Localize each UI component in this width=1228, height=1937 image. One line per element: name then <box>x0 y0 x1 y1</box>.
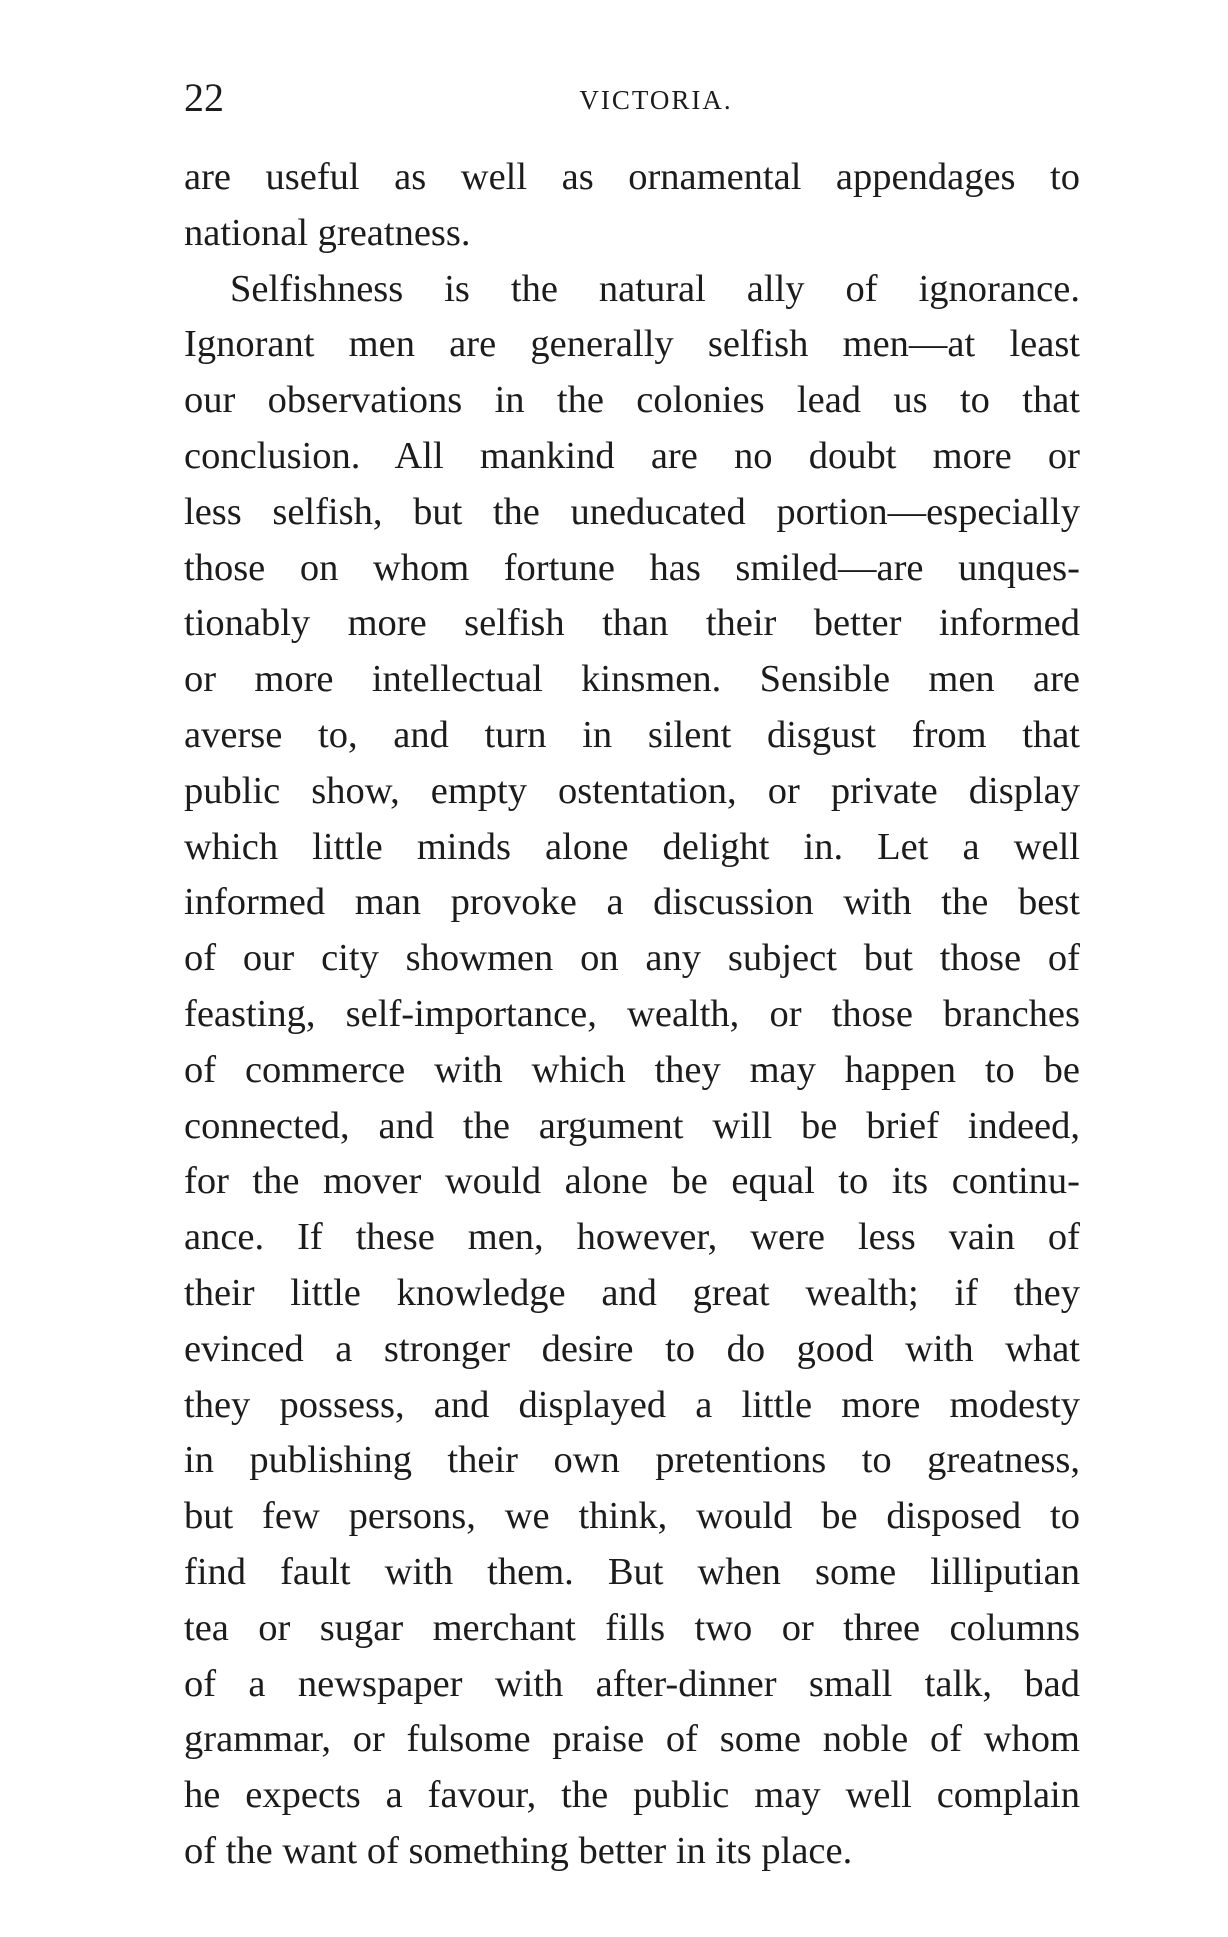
text-line: those on whom fortune has smiled—are unques- <box>184 546 1080 589</box>
running-head <box>184 74 1088 122</box>
text-line: less selfish, but the uneducated portion—especially <box>184 490 1080 533</box>
text-line: of commerce with which they may happen to be <box>184 1048 1080 1091</box>
running-title: VICTORIA. <box>579 85 733 115</box>
text-line: Ignorant men are generally selfish men—at least <box>184 323 1080 366</box>
text-line: they possess, and displayed a little more modesty <box>184 1383 1080 1426</box>
text-line: he expects a favour, the public may well complain <box>184 1774 1080 1817</box>
text-line: or more intellectual kinsmen. Sensible men are <box>184 658 1080 701</box>
text-line: of a newspaper with after-dinner small talk, bad <box>184 1662 1080 1705</box>
text-line: find fault with them. But when some lilliputian <box>184 1550 1080 1593</box>
text-line: but few persons, we think, would be disposed to <box>184 1495 1080 1538</box>
paragraph-2 <box>184 262 1080 1880</box>
text-line: for the mover would alone be equal to its continu- <box>184 1160 1080 1203</box>
text-line: their little knowledge and great wealth; if they <box>184 1271 1080 1314</box>
text-line: our observations in the colonies lead us to that <box>184 379 1080 422</box>
text-line: tea or sugar merchant fills two or three columns <box>184 1606 1080 1649</box>
text-line: of our city showmen on any subject but those of <box>184 937 1080 980</box>
text-line: informed man provoke a discussion with the best <box>184 881 1080 924</box>
text-line: are useful as well as ornamental appendages to <box>184 156 1080 198</box>
text-line: tionably more selfish than their better informed <box>184 602 1080 645</box>
text-line: ance. If these men, however, were less vain of <box>184 1216 1080 1259</box>
text-line: public show, empty ostentation, or private display <box>184 769 1080 812</box>
page-number: 22 <box>184 75 224 120</box>
text-line: grammar, or fulsome praise of some noble of whom <box>184 1718 1080 1761</box>
text-line: evinced a stronger desire to do good with what <box>184 1327 1080 1370</box>
text-line: in publishing their own pretentions to greatness, <box>184 1439 1080 1482</box>
body-text <box>184 150 1080 1880</box>
text-line: which little minds alone delight in. Let a well <box>184 825 1080 868</box>
paragraph-1 <box>184 150 1080 262</box>
text-line: conclusion. All mankind are no doubt more or <box>184 434 1080 477</box>
text-line: of the want of something better in its place. <box>184 1829 853 1872</box>
text-line: averse to, and turn in silent disgust from that <box>184 713 1080 756</box>
text-line: national greatness. <box>184 211 471 254</box>
text-line: Selfishness is the natural ally of ignorance. <box>230 267 1080 310</box>
text-line: connected, and the argument will be brief indeed, <box>184 1104 1080 1147</box>
text-line: feasting, self-importance, wealth, or those branches <box>184 992 1080 1035</box>
